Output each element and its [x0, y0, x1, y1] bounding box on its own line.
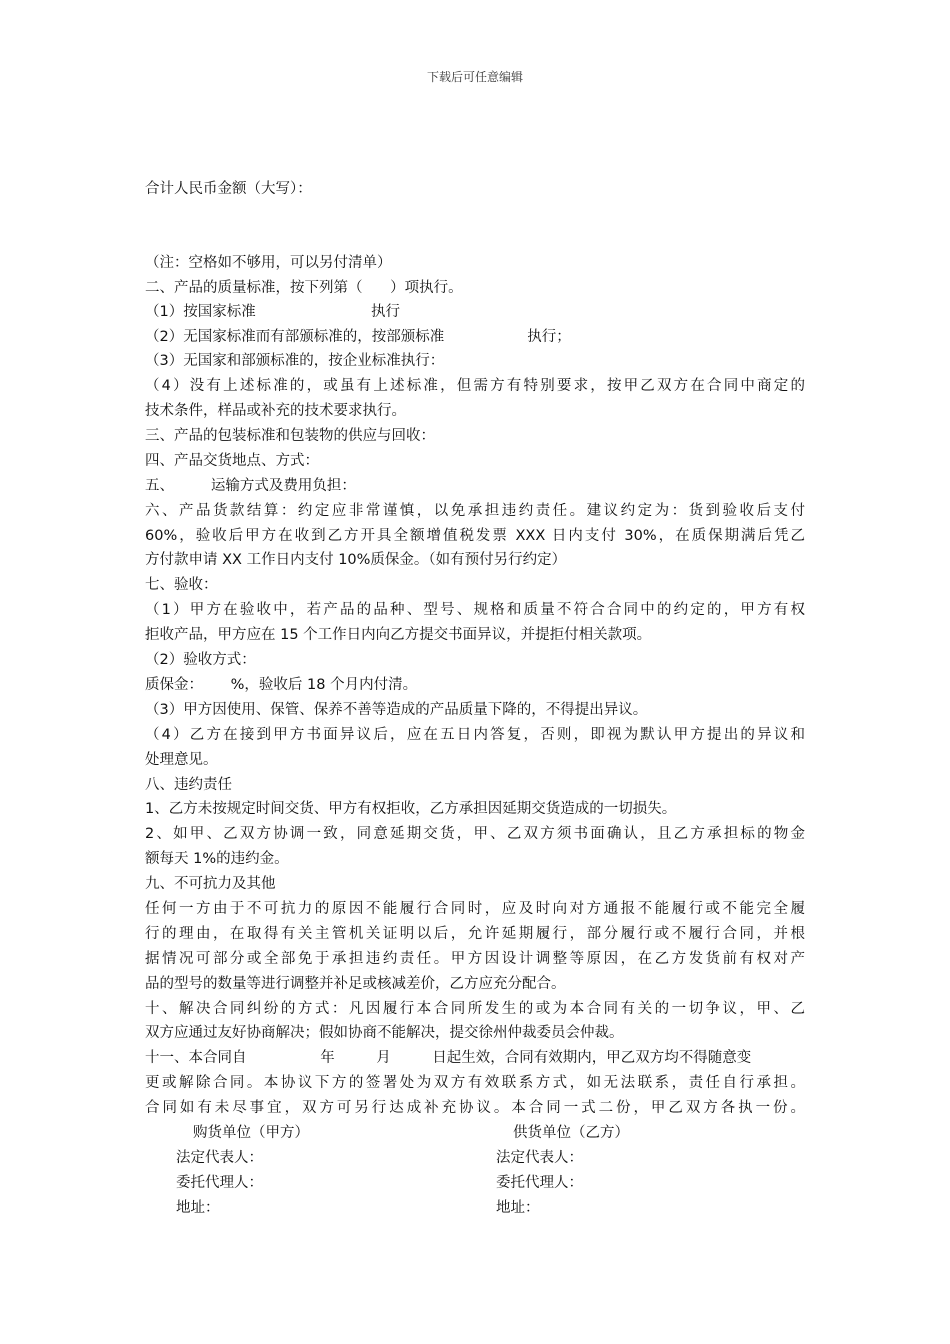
section-8-item-2-line-2: 额每天 1%的违约金。 — [145, 851, 289, 867]
section-2-item-4-line-1: （4）没有上述标准的，或虽有上述标准，但需方有特别要求，按甲乙双方在合同中商定的 — [145, 378, 805, 394]
section-9-line-2: 行的理由，在取得有关主管机关证明以后，允许延期履行，部分履行或不履行合同，并根 — [145, 926, 805, 942]
section-10-line-1: 十、解决合同纠纷的方式：凡因履行本合同所发生的或为本合同有关的一切争议，甲、乙 — [145, 1001, 805, 1017]
buyer-legal-rep-label: 法定代表人： — [176, 1150, 263, 1166]
section-9-line-4: 品的型号的数量等进行调整并补足或核减差价，乙方应充分配合。 — [145, 976, 566, 992]
section-7-deposit: 质保金： %，验收后 18 个月内付清。 — [145, 677, 418, 693]
page-header: 下载后可任意编辑 — [426, 70, 523, 84]
section-2-title: 二、产品的质量标准，按下列第（ ）项执行。 — [145, 280, 463, 296]
section-6-line-1: 六、产品货款结算：约定应非常谨慎，以免承担违约责任。建议约定为：货到验收后支付 — [145, 503, 805, 519]
section-5-title: 五、 运输方式及费用负担： — [145, 478, 356, 494]
total-amount-label: 合计人民币金额（大写）： — [145, 181, 312, 197]
buyer-agent-label: 委托代理人： — [176, 1175, 263, 1191]
section-7-item-3: （3）甲方因使用、保管、保养不善等造成的产品质量下降的，不得提出异议。 — [145, 702, 648, 718]
seller-legal-rep-label: 法定代表人： — [496, 1150, 583, 1166]
section-10-line-2: 双方应通过友好协商解决；假如协商不能解决，提交徐州仲裁委员会仲裁。 — [145, 1025, 624, 1041]
section-11-line-1: 十一、本合同自 年 月 日起生效，合同有效期内，甲乙双方均不得随意变 — [145, 1050, 752, 1066]
seller-title: 供货单位（乙方） — [513, 1125, 629, 1141]
buyer-address-label: 地址： — [176, 1200, 220, 1216]
section-8-title: 八、违约责任 — [145, 777, 232, 793]
section-7-item-4-line-2: 处理意见。 — [145, 752, 218, 768]
section-11-line-2: 更或解除合同。本协议下方的签署处为双方有效联系方式，如无法联系，责任自行承担。 — [145, 1075, 805, 1091]
section-8-item-2-line-1: 2、如甲、乙双方协调一致，同意延期交货，甲、乙双方须书面确认，且乙方承担标的物金 — [145, 826, 805, 842]
note-text: （注：空格如不够用，可以另付清单） — [145, 255, 392, 271]
section-9-line-3: 据情况可部分或全部免于承担违约责任。甲方因设计调整等原因，在乙方发货前有权对产 — [145, 951, 805, 967]
buyer-title: 购货单位（甲方） — [193, 1125, 309, 1141]
section-7-item-1-line-1: （1）甲方在验收中，若产品的品种、型号、规格和质量不符合合同中的约定的，甲方有权 — [145, 602, 805, 618]
section-3-title: 三、产品的包装标准和包装物的供应与回收： — [145, 428, 435, 444]
section-7-title: 七、验收： — [145, 577, 218, 593]
seller-address-label: 地址： — [496, 1200, 540, 1216]
section-7-item-4-line-1: （4）乙方在接到甲方书面异议后，应在五日内答复，否则，即视为默认甲方提出的异议和 — [145, 727, 805, 743]
section-2-item-4-line-2: 技术条件，样品或补充的技术要求执行。 — [145, 403, 406, 419]
section-4-title: 四、产品交货地点、方式： — [145, 453, 319, 469]
section-2-item-1: （1）按国家标准 执行 — [145, 304, 400, 320]
section-7-item-2: （2）验收方式： — [145, 652, 256, 668]
section-2-item-3: （3）无国家和部颁标准的，按企业标准执行： — [145, 353, 445, 369]
seller-agent-label: 委托代理人： — [496, 1175, 583, 1191]
section-2-item-2: （2）无国家标准而有部颁标准的，按部颁标准 执行； — [145, 329, 571, 345]
section-9-title: 九、不可抗力及其他 — [145, 876, 276, 892]
section-9-line-1: 任何一方由于不可抗力的原因不能履行合同时，应及时向对方通报不能履行或不能完全履 — [145, 901, 805, 917]
section-8-item-1: 1、乙方未按规定时间交货、甲方有权拒收，乙方承担因延期交货造成的一切损失。 — [145, 801, 677, 817]
section-11-line-3: 合同如有未尽事宜，双方可另行达成补充协议。本合同一式二份，甲乙双方各执一份。 — [145, 1100, 805, 1116]
section-6-line-2: 60%，验收后甲方在收到乙方开具全额增值税发票 XXX 日内支付 30%，在质保期满后凭乙 — [145, 528, 805, 544]
section-6-line-3: 方付款申请 XX 工作日内支付 10%质保金。（如有预付另行约定） — [145, 552, 567, 568]
section-7-item-1-line-2: 拒收产品，甲方应在 15 个工作日内向乙方提交书面异议，并提拒付相关款项。 — [145, 627, 652, 643]
